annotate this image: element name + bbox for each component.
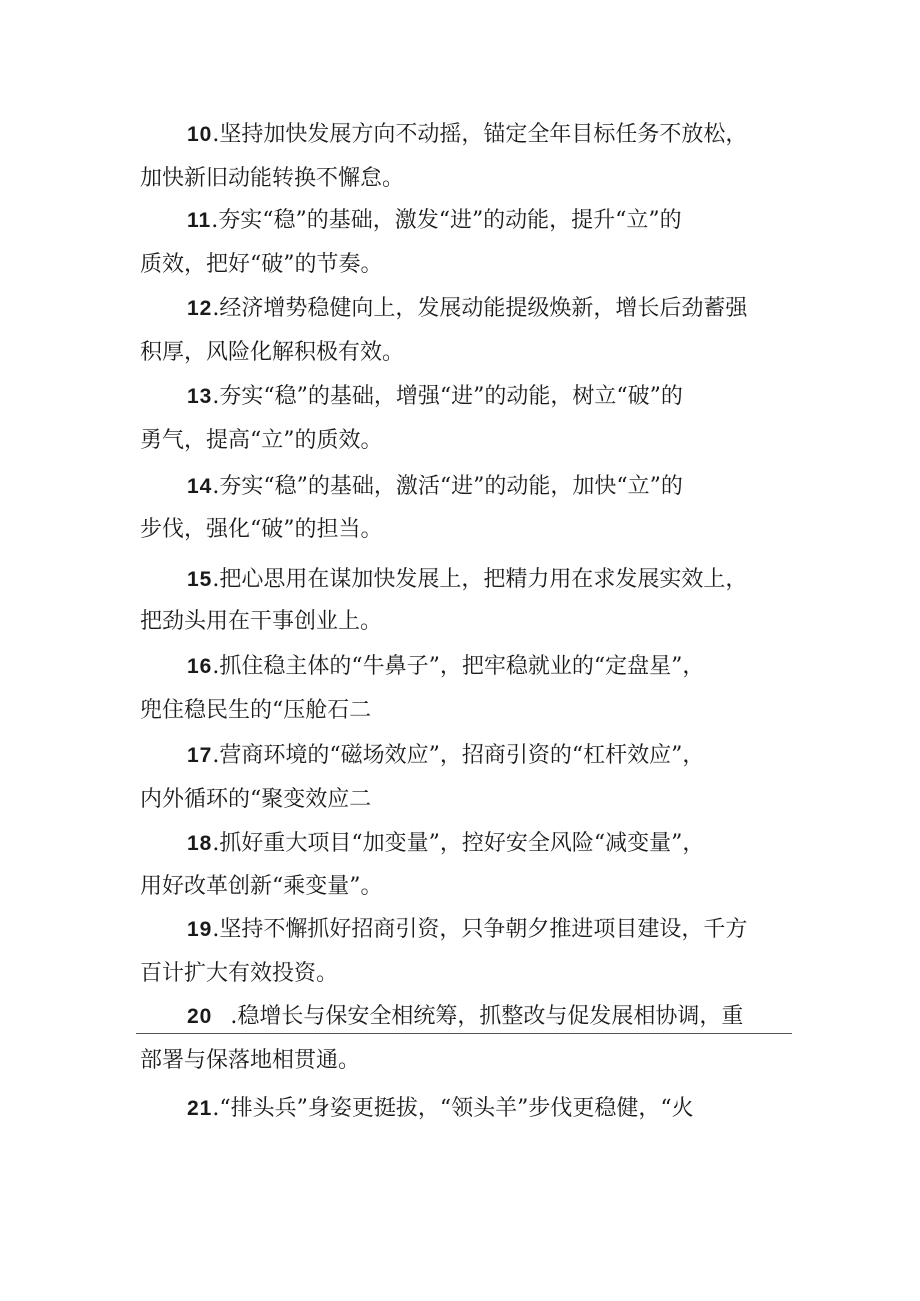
list-item-16-line2: 兜住稳民生的“压舱石二 <box>140 698 372 723</box>
item-text: .抓住稳主体的“牛鼻子”，把牢稳就业的“定盘星”， <box>212 654 705 679</box>
list-item-16-line1 <box>187 652 704 682</box>
item-text: .把心思用在谋加快发展上，把精力用在求发展实效上， <box>212 567 748 592</box>
list-item-10-line2: 加快新旧动能转换不懈怠。 <box>140 166 405 191</box>
item-text: .夯实“稳”的基础，激发“进”的动能，提升“立”的 <box>211 208 682 233</box>
list-item-19-line1 <box>187 915 747 945</box>
item-text: .夯实“稳”的基础，激活“进”的动能，加快“立”的 <box>212 474 683 499</box>
list-item-18-line1 <box>187 829 704 859</box>
list-item-19-line2: 百计扩大有效投资。 <box>140 961 339 986</box>
horizontal-rule <box>136 1033 792 1034</box>
item-number: 14 <box>187 475 213 498</box>
item-text: .夯实“稳”的基础，增强“进”的动能，树立“破”的 <box>212 384 683 409</box>
list-item-17-line2: 内外循环的“聚变效应二 <box>140 787 372 812</box>
list-item-11-line2: 质效，把好“破”的节奏。 <box>140 252 383 277</box>
list-item-13-line2: 勇气，提高“立”的质效。 <box>140 428 383 453</box>
list-item-18-line2: 用好改革创新“乘变量”。 <box>140 874 383 899</box>
item-number: 19 <box>187 918 213 941</box>
item-number: 20 <box>187 1005 213 1028</box>
item-number: 16 <box>187 655 213 678</box>
list-item-15-line1 <box>187 565 747 595</box>
list-item-20-line2: 部署与保落地相贯通。 <box>140 1048 361 1073</box>
item-text: .营商环境的“磁场效应”，招商引资的“杠杆效应”， <box>212 743 705 768</box>
item-number: 18 <box>187 832 213 855</box>
list-item-13-line1 <box>187 382 683 412</box>
item-number: 15 <box>187 568 213 591</box>
item-text: .“排头兵”身姿更挺拔，“领头羊”步伐更稳健，“火 <box>212 1096 694 1121</box>
item-number: 13 <box>187 385 213 408</box>
list-item-15-line2: 把劲头用在干事创业上。 <box>140 609 383 634</box>
list-item-12-line1 <box>187 294 747 324</box>
item-number: 17 <box>187 744 213 767</box>
item-number: 10 <box>187 123 213 146</box>
list-item-12-line2: 积厚，风险化解积极有效。 <box>140 340 405 365</box>
item-number: 12 <box>187 297 213 320</box>
list-item-20-line1 <box>187 1002 743 1032</box>
list-item-17-line1 <box>187 741 704 771</box>
list-item-10-line1 <box>187 120 747 150</box>
list-item-14-line1 <box>187 472 683 502</box>
item-text: .经济增势稳健向上，发展动能提级焕新，增长后劲蓄强 <box>212 296 748 321</box>
item-text: .坚持不懈抓好招商引资，只争朝夕推进项目建设，千方 <box>212 917 748 942</box>
item-number: 11 <box>187 209 212 232</box>
item-text: .坚持加快发展方向不动摇，锚定全年目标任务不放松， <box>212 122 748 147</box>
item-text: .抓好重大项目“加变量”，控好安全风险“减变量”， <box>212 831 705 856</box>
item-number: 21 <box>187 1097 213 1120</box>
list-item-11-line1 <box>187 206 682 236</box>
list-item-21-line1 <box>187 1094 694 1124</box>
item-text: .稳增长与保安全相统筹，抓整改与促发展相协调，重 <box>230 1004 744 1029</box>
list-item-14-line2: 步伐，强化“破”的担当。 <box>140 517 383 542</box>
